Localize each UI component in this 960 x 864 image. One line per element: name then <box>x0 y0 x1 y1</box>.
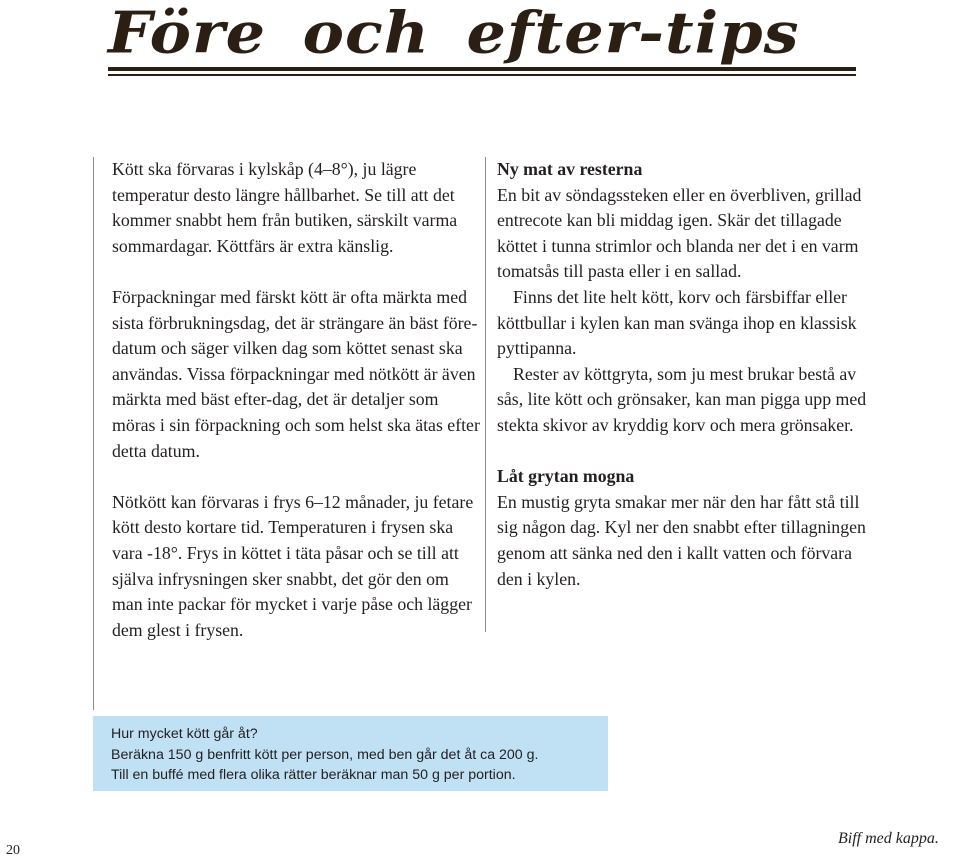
info-box-line-2: Till en buffé med flera olika rätter beräknar man 50 g per portion. <box>111 767 516 783</box>
leftovers-paragraph-2: Finns det lite helt kött, korv och färsbiffar eller köttbullar i kylen kan man svänga ihop en klassisk pyttipanna. <box>497 286 857 359</box>
storage-paragraph: Kött ska förvaras i kylskåp (4–8°), ju lägre temperatur desto längre hållbarhet. Se till att det kommer snabbt hem från butiken, särskilt varma sommardagar. Köttfärs är extra känslig. <box>112 159 458 256</box>
photo-caption: Biff med kappa. <box>838 830 939 847</box>
info-box-heading: Hur mycket kött går åt? <box>111 726 258 742</box>
page-number: 20 <box>6 843 20 858</box>
leftovers-paragraph-3: Rester av köttgryta, som ju mest brukar bestå av sås, lite kött och grönsaker, kan man pigga upp med stekta skivor av kryddig korv och mera grönsaker. <box>497 363 867 435</box>
info-box <box>93 716 608 791</box>
freezer-paragraph: Nötkött kan förvaras i frys 6–12 månader, ju fetare kött desto kortare tid. Temperaturen i frysen ska vara -18°. Frys in köttet i täta påsar och se till att själva infrysningen sker snabbt, det gör den om man inte packar för mycket i varje påse och lägger dem glest i frysen. <box>112 491 474 640</box>
title-rule-thin <box>108 74 856 76</box>
stew-paragraph: En mustig gryta smakar mer när den har fått stå till sig någon dag. Kyl ner den snabbt efter tillagningen genom att sänka ned den i kallt vatten och förvara den i kylen. <box>497 491 866 589</box>
right-column-divider <box>485 157 486 632</box>
left-column <box>112 157 482 669</box>
leftovers-heading: Ny mat av resterna <box>497 159 643 179</box>
left-column-divider <box>93 157 94 710</box>
info-box-line-1: Beräkna 150 g benfritt kött per person, med ben går det åt ca 200 g. <box>111 746 539 763</box>
title-rule-thick <box>108 67 856 71</box>
right-column <box>497 157 867 592</box>
leftovers-paragraph-1: En bit av söndagssteken eller en överbliven, grillad entrecote kan bli middag igen. Skär det tillagade köttet i tunna strimlor och blanda ner det i en varm tomatsås till pasta eller i en sallad. <box>497 184 862 282</box>
page-title: Före och efter-tips <box>108 0 800 67</box>
stew-heading: Låt grytan mogna <box>497 466 635 487</box>
date-labels-paragraph: Förpackningar med färskt kött är ofta märkta med sista förbrukningsdag, det är strängare än bäst före-datum och säger vilken dag som köttet senast ska användas. Vissa förpackningar med nötkött är även märkta med bäst efter-dag, det är detaljer som möras i sin förpackning och som helst ska ätas efter detta datum. <box>112 286 480 461</box>
